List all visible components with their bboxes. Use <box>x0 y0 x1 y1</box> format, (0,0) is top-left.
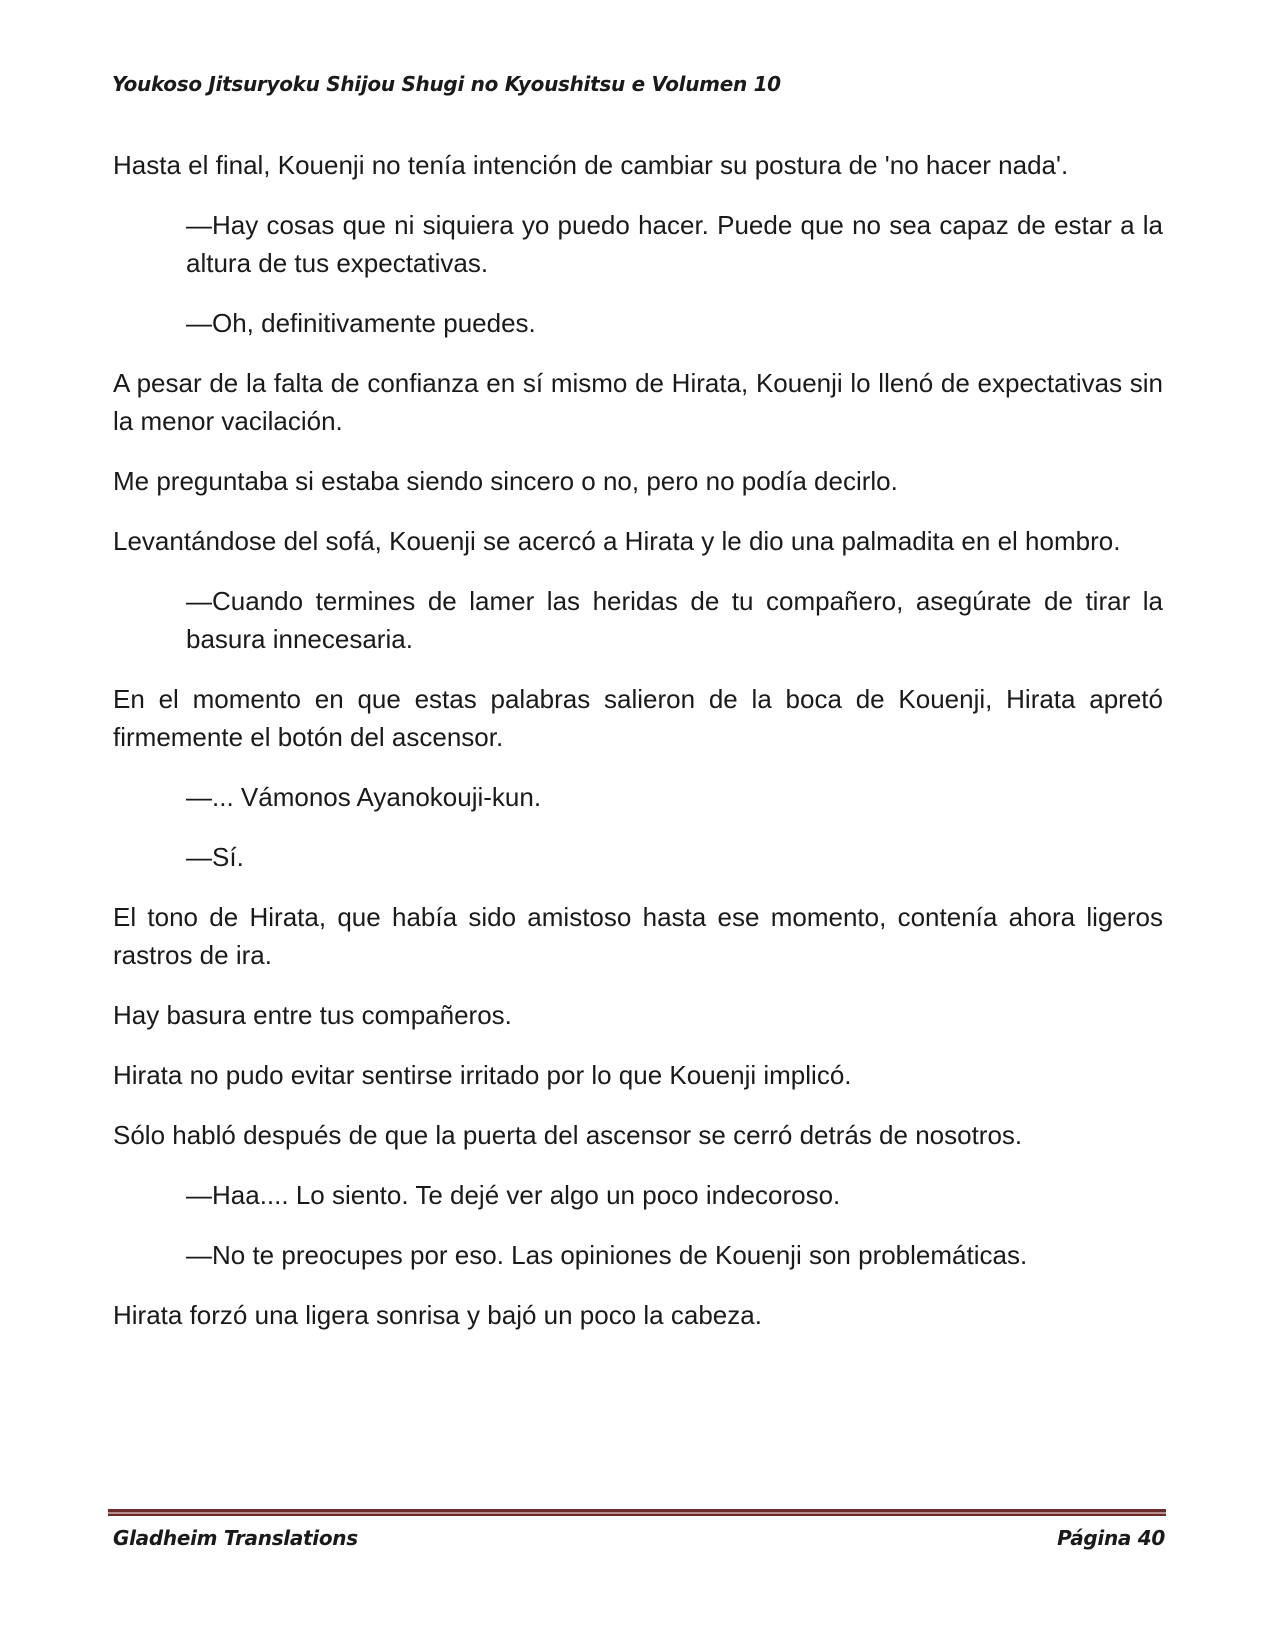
paragraph-16: Hirata forzó una ligera sonrisa y bajó un poco la cabeza. <box>113 1300 762 1330</box>
footer-credit: Gladheim Translations <box>113 1526 358 1550</box>
running-header: Youkoso Jitsuryoku Shijou Shugi no Kyoushitsu e Volumen 10 <box>112 72 781 96</box>
paragraph-10: El tono de Hirata, que había sido amistoso hasta ese momento, contenía ahora ligeros rastros de ira. <box>113 902 1163 970</box>
paragraph-5: Levantándose del sofá, Kouenji se acercó a Hirata y le dio una palmadita en el hombro. <box>113 526 1121 556</box>
dialog-line-6: —Cuando termines de lamer las heridas de tu compañero, asegúrate de tirar la basura innecesaria. <box>186 586 1163 654</box>
page-number: Página 40 <box>1057 1526 1165 1550</box>
dialog-line-8: —... Vámonos Ayanokouji-kun. <box>186 782 542 812</box>
dialog-line-1: —Hay cosas que ni siquiera yo puedo hacer. Puede que no sea capaz de estar a la altura de tus expectativas. <box>186 210 1163 278</box>
dialog-line-14: —Haa.... Lo siento. Te dejé ver algo un poco indecoroso. <box>186 1180 841 1210</box>
dialog-line-2: —Oh, definitivamente puedes. <box>186 308 536 338</box>
paragraph-13: Sólo habló después de que la puerta del ascensor se cerró detrás de nosotros. <box>113 1120 1023 1150</box>
paragraph-3: A pesar de la falta de confianza en sí mismo de Hirata, Kouenji lo llenó de expectativas sin la menor vacilación. <box>113 368 1163 436</box>
paragraph-12: Hirata no pudo evitar sentirse irritado por lo que Kouenji implicó. <box>113 1060 852 1090</box>
dialog-line-9: —Sí. <box>186 842 244 872</box>
paragraph-11: Hay basura entre tus compañeros. <box>113 1000 512 1030</box>
page-body <box>113 146 1163 1356</box>
paragraph-7: En el momento en que estas palabras salieron de la boca de Kouenji, Hirata apretó firmemente el botón del ascensor. <box>113 684 1163 752</box>
dialog-line-15: —No te preocupes por eso. Las opiniones de Kouenji son problemáticas. <box>186 1240 1028 1270</box>
paragraph-0: Hasta el final, Kouenji no tenía intención de cambiar su postura de 'no hacer nada'. <box>113 150 1069 180</box>
paragraph-4: Me preguntaba si estaba siendo sincero o no, pero no podía decirlo. <box>113 466 898 496</box>
footer-divider <box>108 1509 1166 1516</box>
